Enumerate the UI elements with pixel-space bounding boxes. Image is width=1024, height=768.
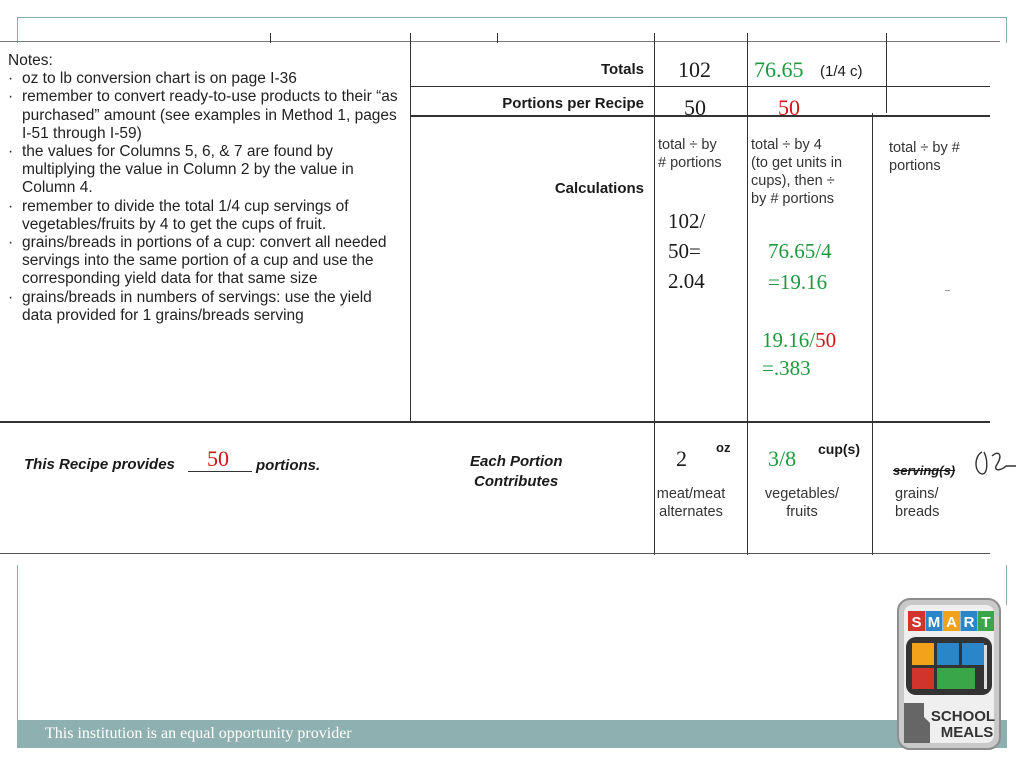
table-line <box>886 33 887 113</box>
slide-frame-right <box>1006 17 1007 43</box>
slide-frame-left <box>17 17 18 43</box>
notes-title: Notes: <box>8 52 53 69</box>
logo-letter: S <box>911 614 922 631</box>
logo-letter: T <box>981 614 991 631</box>
note-item: · grains/breads in portions of a cup: convert all needed servings into the same portion of a cup and use the corresponding yield data for that same size <box>8 234 403 289</box>
table-line <box>0 41 1000 42</box>
logo-graphic <box>896 597 1002 751</box>
table-line <box>0 553 990 554</box>
totals-veg-value: 76.65 <box>754 57 804 82</box>
note-item: · remember to convert ready-to-use products to their “as purchased” amount (see examples in Method 1, pages I-51 through I-59) <box>8 88 403 143</box>
recipe-provides-value: 50 <box>207 446 229 471</box>
handwritten-scribble <box>972 446 1020 480</box>
veg-calc-work-2: 19.16/50 =.383 <box>762 328 837 380</box>
meat-contribution-value: 2 <box>676 446 687 471</box>
veg-calc-instruction: total ÷ by 4 (to get units in cups), then ÷ by # portions <box>751 137 843 207</box>
note-item: · oz to lb conversion chart is on page I-36 <box>8 70 403 88</box>
recipe-provides-suffix: portions. <box>256 457 321 474</box>
meat-calc-instruction: total ÷ by # portions <box>658 137 722 171</box>
grain-calc-instruction: total ÷ by # portions <box>889 140 960 174</box>
logo-text-meals: MEALS <box>940 724 994 741</box>
veg-contribution-unit: cup(s) <box>818 441 860 457</box>
footer-text: This institution is an equal opportunity provider <box>45 725 352 742</box>
table-line <box>410 33 411 421</box>
grain-contribution-unit: serving(s) <box>893 463 956 478</box>
portions-meat-value: 50 <box>684 95 706 120</box>
note-item: · remember to divide the total 1/4 cup servings of vegetables/fruits by 4 to get the cups of fruit. <box>8 198 403 234</box>
smart-school-meals-logo <box>896 597 1002 751</box>
meat-calc-work: 102/ 50= 2.04 <box>668 209 706 293</box>
table-line <box>410 86 990 87</box>
stray-mark <box>945 290 950 291</box>
grain-contribution-label: grains/ breads <box>895 486 940 520</box>
table-line <box>270 33 271 43</box>
portions-veg-value: 50 <box>778 95 800 120</box>
table-line <box>497 33 498 43</box>
logo-letter: R <box>963 614 975 631</box>
veg-contribution-value: 3/8 <box>768 446 797 471</box>
portions-label: Portions per Recipe <box>502 95 644 112</box>
note-item: · the values for Columns 5, 6, & 7 are found by multiplying the value in Column 2 by the value in Column 4. <box>8 143 403 198</box>
each-portion-label: Each Portion Contributes <box>470 453 563 490</box>
slide-frame-right-lower <box>1006 565 1007 605</box>
footer-bar <box>17 720 1007 748</box>
table-line <box>0 421 990 423</box>
slide-frame-top <box>17 17 1007 18</box>
meat-contribution-unit: oz <box>716 440 731 455</box>
veg-contribution-label: vegetables/ fruits <box>764 486 840 520</box>
note-item: · grains/breads in numbers of servings: use the yield data provided for 1 grains/breads serving <box>8 289 403 325</box>
logo-letter: M <box>927 614 941 631</box>
totals-label: Totals <box>600 61 644 78</box>
meat-contribution-label: meat/meat alternates <box>656 486 726 520</box>
totals-veg-unit: (1/4 c) <box>820 63 863 80</box>
table-line <box>872 113 873 555</box>
calculations-label: Calculations <box>554 180 644 197</box>
notes-block <box>8 52 403 325</box>
logo-text-school: SCHOOL <box>930 708 996 725</box>
logo-letter: A <box>946 614 957 631</box>
totals-meat-value: 102 <box>678 57 711 82</box>
table-line <box>654 33 655 555</box>
recipe-provides-prefix: This Recipe provides <box>24 456 175 473</box>
table-line <box>747 33 748 555</box>
veg-calc-work-1: 76.65/4 =19.16 <box>768 239 832 294</box>
slide-frame-left-lower <box>17 565 18 720</box>
